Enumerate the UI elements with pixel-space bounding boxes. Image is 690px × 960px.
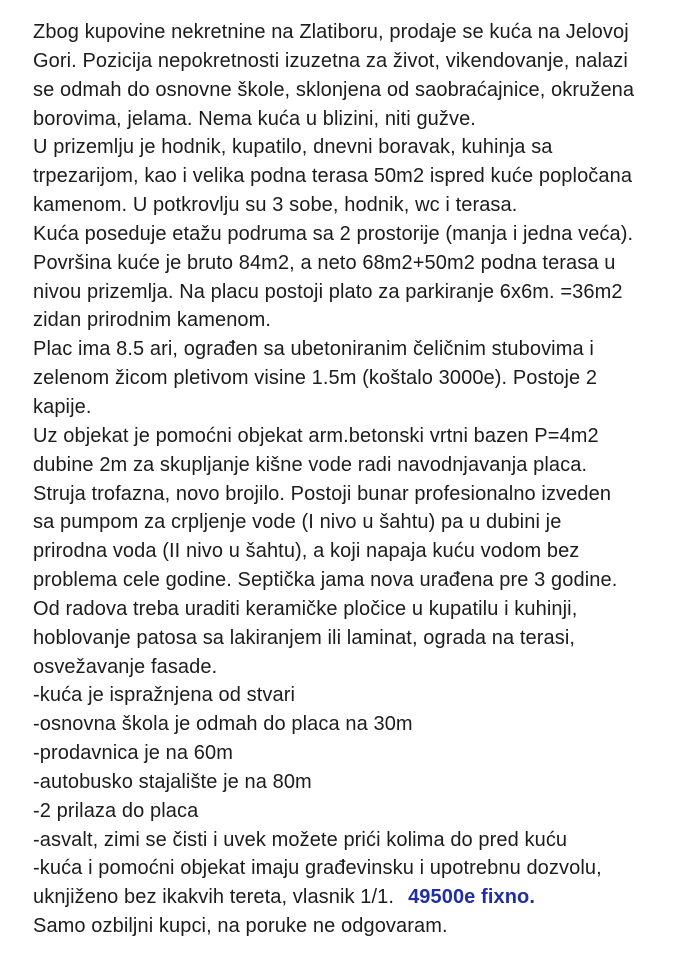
description-line: kamenom. U potkrovlju su 3 sobe, hodnik, wc i terasa. — [33, 194, 518, 217]
description-line: trpezarijom, kao i velika podna terasa 50m2 ispred kuće popločana — [33, 165, 633, 188]
description-line: borovima, jelama. Nema kuća u blizini, niti gužve. — [33, 107, 476, 130]
description-line: osvežavanje fasade. — [33, 655, 218, 678]
description-line: -2 prilaza do placa — [33, 799, 199, 822]
closing-line: Samo ozbiljni kupci, na poruke ne odgovaram. — [33, 915, 448, 938]
description-line: U prizemlju je hodnik, kupatilo, dnevni boravak, kuhinja sa — [33, 136, 553, 159]
description-line: Struja trofazna, novo brojilo. Postoji bunar profesionalno izveden — [33, 482, 612, 505]
description-line: -asvalt, zimi se čisti i uvek možete prići kolima do pred kuću — [33, 828, 568, 851]
listing-description — [33, 18, 683, 941]
description-line: -kuća i pomoćni objekat imaju građevinsku i upotrebnu dozvolu, — [33, 857, 602, 880]
description-line: Površina kuće je bruto 84m2, a neto 68m2+50m2 podna terasa u — [33, 251, 616, 274]
description-line: zidan prirodnim kamenom. — [33, 309, 272, 332]
price-line — [33, 883, 683, 912]
description-line: sa pumpom za crpljenje vode (I nivo u šahtu) pa u dubini je — [33, 511, 562, 534]
description-line: Zbog kupovine nekretnine na Zlatiboru, prodaje se kuća na Jelovoj — [33, 21, 629, 43]
description-line: problema cele godine. Septička jama nova urađena pre 3 godine. — [33, 569, 618, 592]
price-text: 49500e fixno. — [408, 886, 535, 909]
price-line-text: uknjiženo bez ikakvih tereta, vlasnik 1/1. — [33, 886, 395, 909]
description-line: zelenom žicom pletivom visine 1.5m (koštalo 3000e). Postoje 2 — [33, 367, 598, 390]
description-line: -osnovna škola je odmah do placa na 30m — [33, 713, 413, 736]
description-line: Uz objekat je pomoćni objekat arm.betonski vrtni bazen P=4m2 — [33, 424, 599, 447]
description-line: Gori. Pozicija nepokretnosti izuzetna za život, vikendovanje, nalazi — [33, 49, 628, 72]
description-line: hoblovanje patosa sa lakiranjem ili laminat, ograda na terasi, — [33, 626, 576, 649]
description-line: dubine 2m za skupljanje kišne vode radi navodnjavanja placa. — [33, 453, 588, 476]
description-line: -kuća je ispražnjena od stvari — [33, 684, 296, 707]
description-line: Od radova treba uraditi keramičke pločice u kupatilu i kuhinji, — [33, 597, 578, 620]
description-line: -prodavnica je na 60m — [33, 742, 233, 765]
description-line: se odmah do osnovne škole, sklonjena od saobraćajnice, okružena — [33, 78, 635, 101]
description-line: Plac ima 8.5 ari, ograđen sa ubetoniranim čeličnim stubovima i — [33, 338, 594, 361]
description-line: nivou prizemlja. Na placu postoji plato za parkiranje 6x6m. =36m2 — [33, 280, 623, 303]
description-line: kapije. — [33, 395, 92, 418]
description-lines — [33, 18, 683, 883]
description-line: Kuća poseduje etažu podruma sa 2 prostorije (manja i jedna veća). — [33, 222, 634, 245]
description-line: prirodna voda (II nivo u šahtu), a koji napaja kuću vodom bez — [33, 540, 580, 563]
description-line: -autobusko stajalište je na 80m — [33, 770, 312, 793]
